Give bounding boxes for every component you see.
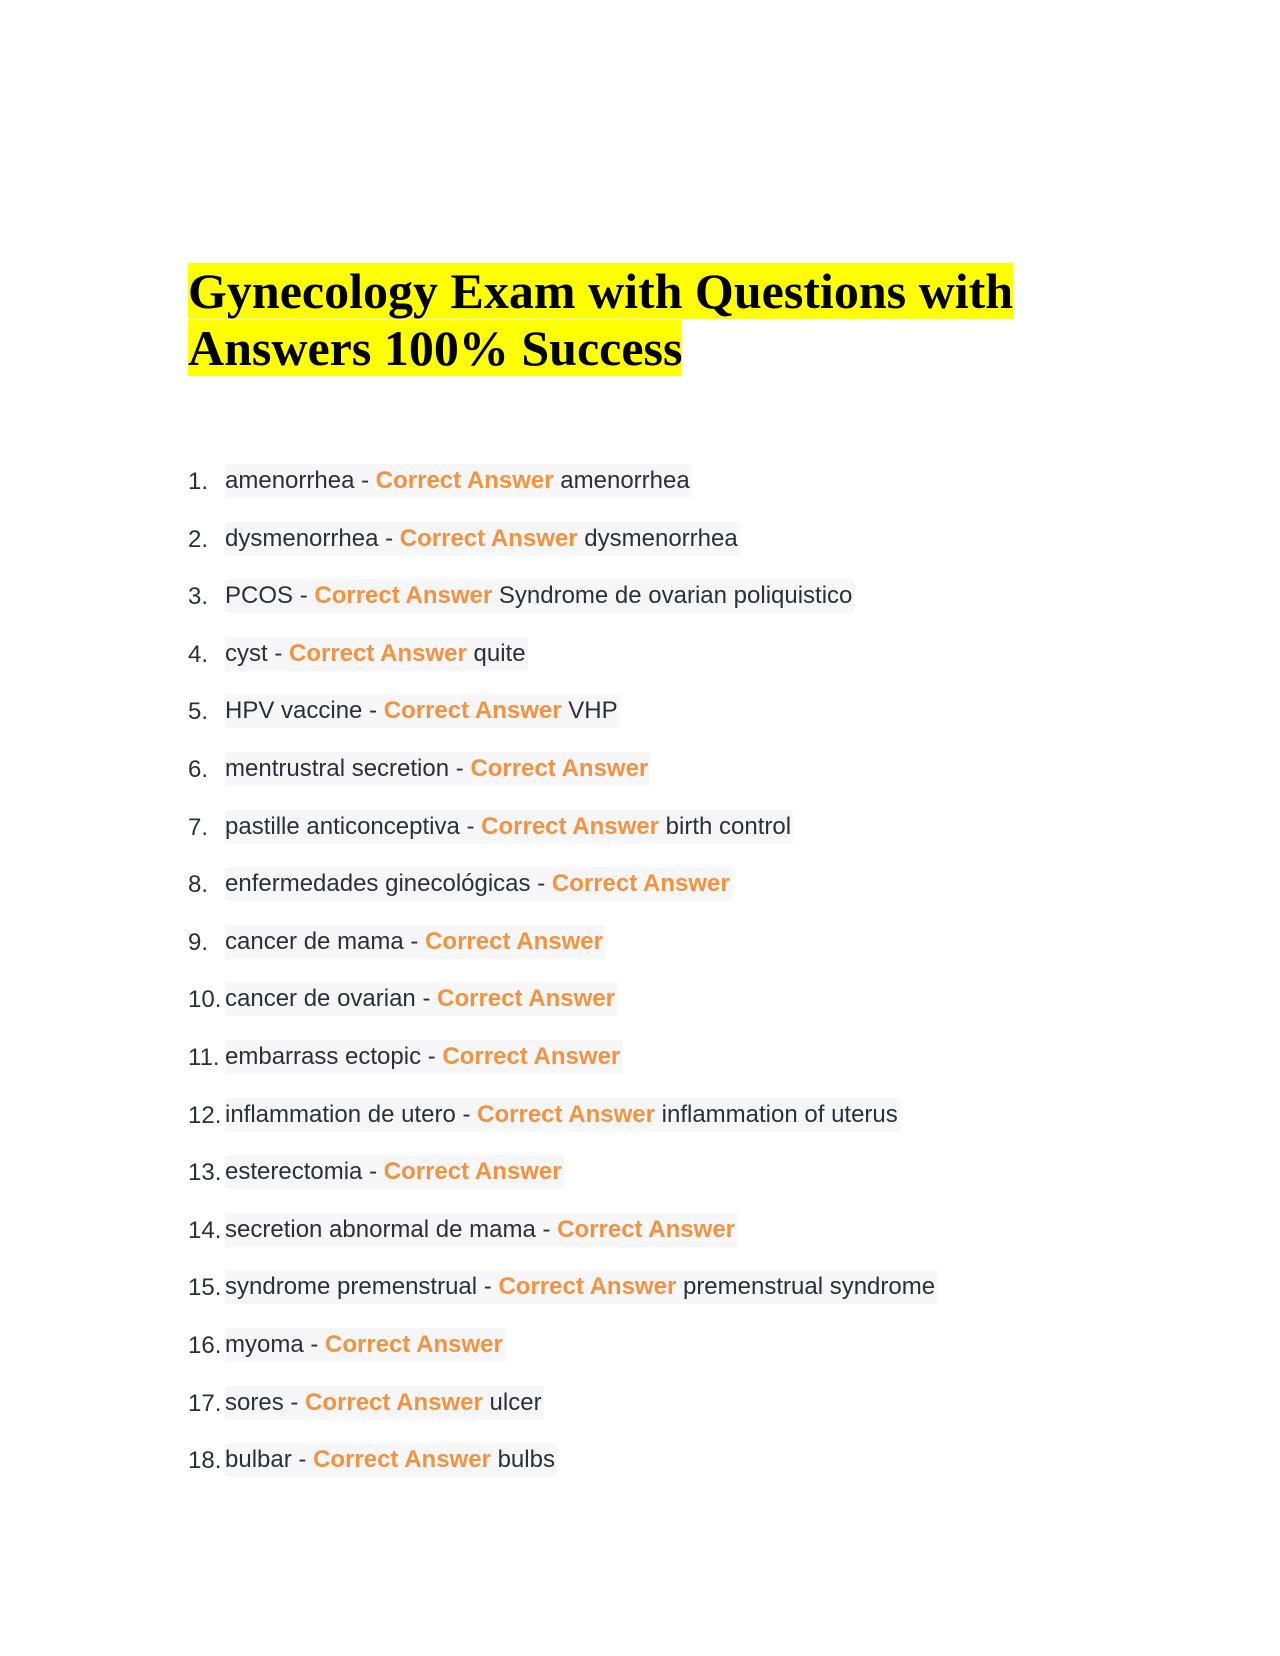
item-separator: - bbox=[410, 927, 419, 955]
item-number: 5. bbox=[188, 698, 209, 726]
item-term: inflammation de utero bbox=[225, 1100, 456, 1128]
item-answer: Syndrome de ovarian poliquistico bbox=[498, 582, 853, 610]
item-number: 16. bbox=[188, 1331, 222, 1359]
item-separator: - bbox=[310, 1330, 319, 1358]
item-answer: birth control bbox=[665, 812, 792, 840]
item-content bbox=[225, 694, 620, 728]
item-content bbox=[225, 464, 692, 498]
correct-answer-label: Correct Answer bbox=[551, 870, 730, 898]
correct-answer-label: Correct Answer bbox=[425, 927, 603, 955]
item-separator: - bbox=[299, 582, 308, 610]
item-answer: premenstrual syndrome bbox=[682, 1273, 936, 1301]
item-number: 15. bbox=[188, 1274, 222, 1302]
item-number: 18. bbox=[188, 1447, 222, 1475]
item-separator: - bbox=[542, 1215, 551, 1243]
item-answer: quite bbox=[473, 639, 526, 667]
item-answer: ulcer bbox=[489, 1388, 542, 1416]
item-number: 7. bbox=[188, 813, 209, 841]
correct-answer-label: Correct Answer bbox=[557, 1215, 736, 1243]
correct-answer-label: Correct Answer bbox=[481, 812, 659, 840]
item-term: amenorrhea bbox=[225, 467, 355, 494]
item-separator: - bbox=[455, 754, 464, 782]
item-number: 8. bbox=[188, 871, 209, 899]
item-content bbox=[225, 522, 740, 556]
item-number: 3. bbox=[188, 583, 209, 611]
correct-answer-label: Correct Answer bbox=[498, 1273, 677, 1301]
correct-answer-label: Correct Answer bbox=[313, 1446, 491, 1474]
item-answer: inflammation of uterus bbox=[661, 1100, 898, 1128]
item-separator: - bbox=[462, 1100, 471, 1128]
correct-answer-label: Correct Answer bbox=[399, 524, 578, 552]
correct-answer-label: Correct Answer bbox=[305, 1388, 483, 1416]
item-separator: - bbox=[466, 812, 475, 840]
item-answer: dysmenorrhea bbox=[584, 524, 738, 552]
item-separator: - bbox=[290, 1388, 299, 1416]
item-content bbox=[225, 982, 617, 1016]
item-separator: - bbox=[422, 985, 431, 1013]
item-number: 2. bbox=[188, 525, 209, 553]
item-answer: VHP bbox=[568, 697, 618, 725]
item-number: 10. bbox=[188, 986, 222, 1014]
item-content bbox=[225, 1040, 622, 1074]
correct-answer-label: Correct Answer bbox=[375, 467, 554, 494]
item-content bbox=[225, 867, 732, 901]
item-number: 13. bbox=[188, 1159, 222, 1187]
item-content bbox=[225, 752, 650, 786]
item-separator: - bbox=[361, 467, 370, 494]
item-separator: - bbox=[537, 870, 546, 898]
item-term: mentrustral secretion bbox=[225, 754, 450, 782]
item-separator: - bbox=[483, 1273, 492, 1301]
page-title-text: Gynecology Exam with Questions with Answers 100% Success bbox=[188, 263, 1014, 376]
item-number: 4. bbox=[188, 640, 209, 668]
item-separator: - bbox=[427, 1042, 436, 1070]
item-number: 14. bbox=[188, 1216, 222, 1244]
item-content bbox=[225, 1213, 737, 1247]
item-term: pastille anticonceptiva bbox=[225, 812, 460, 840]
item-content bbox=[225, 810, 793, 844]
item-separator: - bbox=[369, 1158, 378, 1186]
item-content bbox=[225, 1328, 505, 1362]
item-content bbox=[225, 579, 854, 613]
item-separator: - bbox=[369, 697, 378, 725]
correct-answer-label: Correct Answer bbox=[477, 1100, 655, 1128]
page-title bbox=[188, 263, 1068, 377]
item-term: HPV vaccine bbox=[225, 697, 363, 725]
correct-answer-label: Correct Answer bbox=[470, 754, 649, 782]
item-content bbox=[225, 1443, 557, 1477]
item-separator: - bbox=[274, 639, 283, 667]
item-number: 11. bbox=[188, 1043, 220, 1071]
item-term: cancer de mama bbox=[225, 927, 404, 955]
item-term: sores bbox=[225, 1388, 284, 1416]
item-content bbox=[225, 637, 528, 671]
item-content bbox=[225, 1155, 564, 1189]
item-number: 1. bbox=[188, 468, 209, 495]
item-term: esterectomia bbox=[225, 1158, 363, 1186]
item-term: dysmenorrhea bbox=[225, 524, 379, 552]
item-term: cyst bbox=[225, 639, 268, 667]
item-term: cancer de ovarian bbox=[225, 985, 416, 1013]
correct-answer-label: Correct Answer bbox=[383, 697, 562, 725]
item-separator: - bbox=[298, 1446, 307, 1474]
item-separator: - bbox=[385, 524, 394, 552]
correct-answer-label: Correct Answer bbox=[383, 1158, 562, 1186]
item-answer: amenorrhea bbox=[560, 467, 690, 494]
item-term: myoma bbox=[225, 1330, 304, 1358]
item-term: embarrass ectopic bbox=[225, 1042, 422, 1070]
item-content bbox=[225, 925, 605, 959]
item-term: PCOS bbox=[225, 582, 294, 610]
item-answer: bulbs bbox=[497, 1446, 555, 1474]
item-term: secretion abnormal de mama bbox=[225, 1215, 536, 1243]
item-term: syndrome premenstrual bbox=[225, 1273, 478, 1301]
item-term: enfermedades ginecológicas bbox=[225, 870, 531, 898]
correct-answer-label: Correct Answer bbox=[289, 639, 467, 667]
item-content bbox=[225, 1270, 937, 1304]
correct-answer-label: Correct Answer bbox=[437, 985, 615, 1013]
item-term: bulbar bbox=[225, 1446, 292, 1474]
correct-answer-label: Correct Answer bbox=[442, 1042, 621, 1070]
correct-answer-label: Correct Answer bbox=[325, 1330, 503, 1358]
item-content bbox=[225, 1386, 544, 1420]
item-number: 17. bbox=[188, 1389, 222, 1417]
item-number: 9. bbox=[188, 928, 209, 956]
item-number: 6. bbox=[188, 755, 209, 783]
item-number: 12. bbox=[188, 1101, 222, 1129]
item-content bbox=[225, 1098, 900, 1132]
correct-answer-label: Correct Answer bbox=[314, 582, 493, 610]
